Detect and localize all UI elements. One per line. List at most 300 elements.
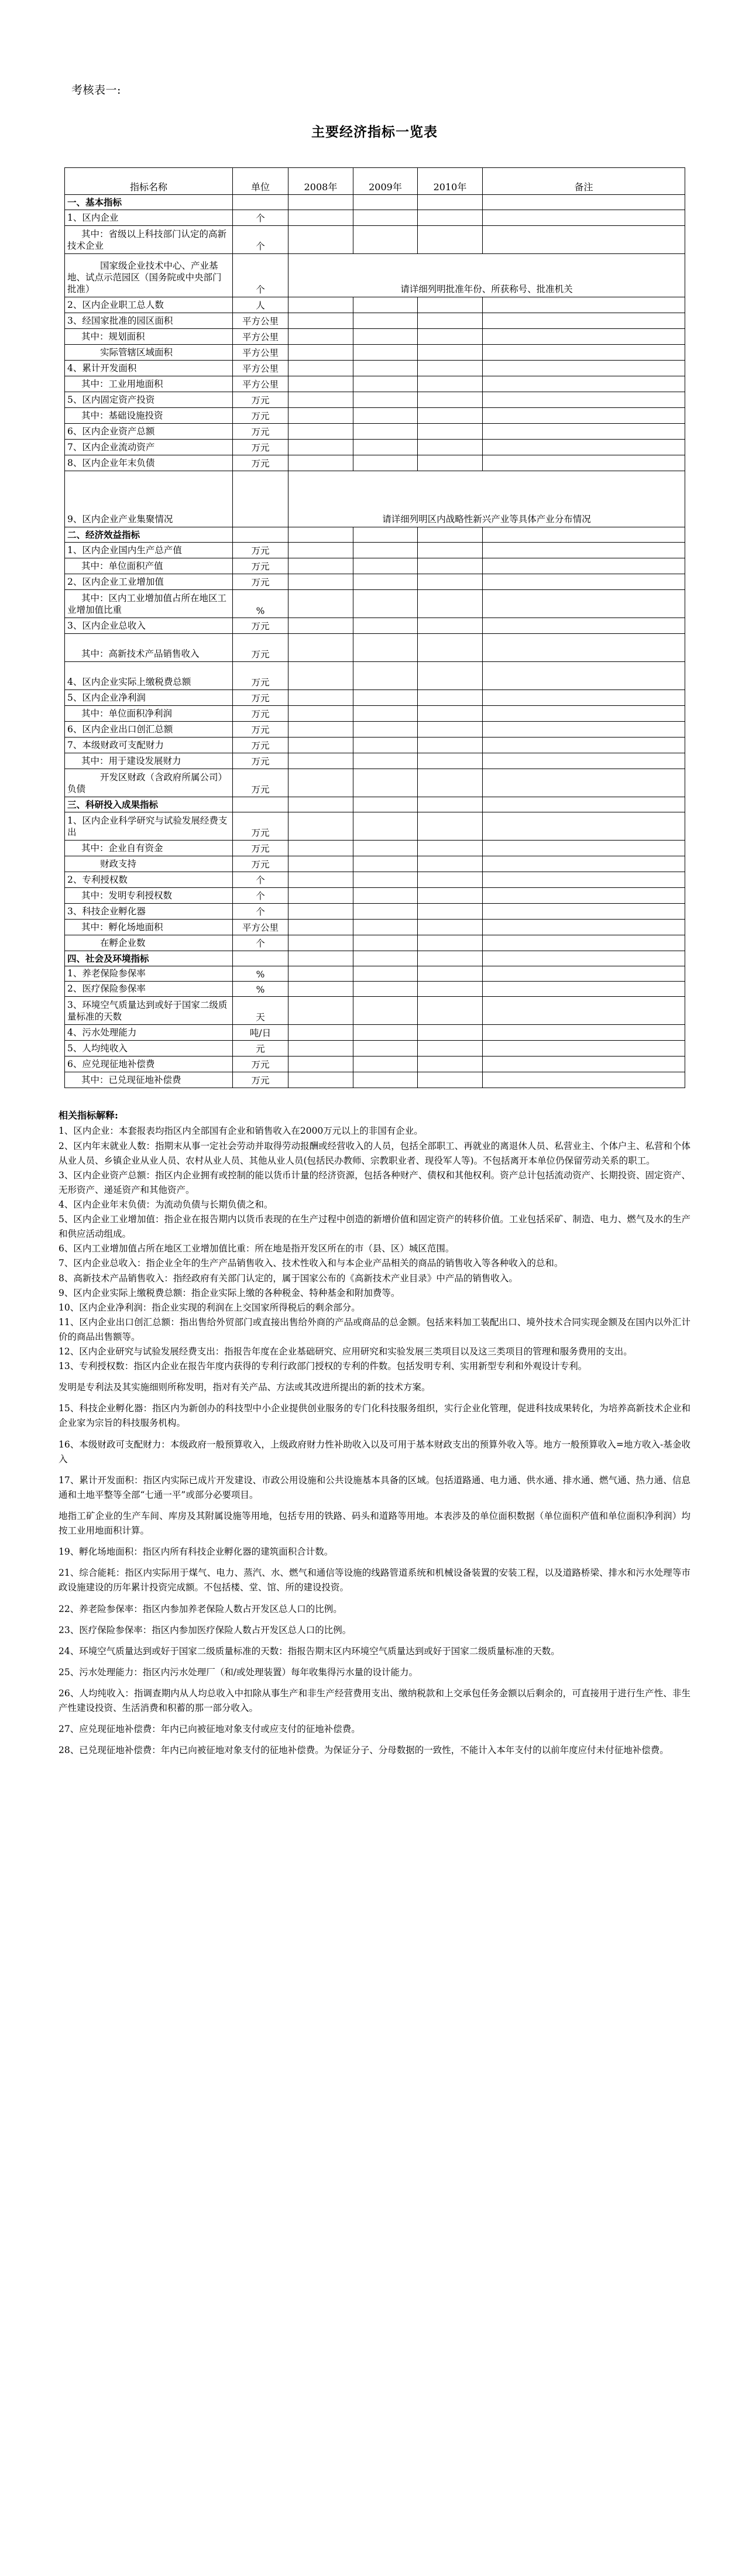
remark-cell[interactable] [483, 856, 685, 872]
table-row [65, 423, 685, 439]
note-item: 24、环境空气质量达到或好于国家二级质量标准的天数：指报告期末区内环境空气质量达到或好于国家二级质量标准的天数。 [59, 1645, 560, 1656]
value-year-2[interactable] [353, 1056, 418, 1072]
remark-cell[interactable] [483, 1040, 685, 1056]
value-year-1[interactable] [288, 542, 353, 558]
remark-cell[interactable] [483, 558, 685, 574]
value-year-1[interactable] [288, 951, 353, 966]
remark-cell[interactable] [483, 966, 685, 981]
remark-cell[interactable] [483, 225, 685, 253]
indicator-name: 实际管辖区域面积 [65, 344, 233, 360]
table-row [65, 225, 685, 253]
table-row [65, 737, 685, 753]
value-year-2[interactable] [353, 455, 418, 471]
value-year-3[interactable] [418, 574, 483, 589]
value-year-1[interactable] [288, 753, 353, 769]
indicator-name: 其中：规划面积 [65, 328, 233, 344]
value-year-2[interactable] [353, 527, 418, 542]
value-year-2[interactable] [353, 558, 418, 574]
value-year-2[interactable] [353, 951, 418, 966]
value-year-1[interactable] [288, 210, 353, 225]
remark-cell[interactable] [483, 392, 685, 407]
value-year-3[interactable] [418, 423, 483, 439]
value-year-3[interactable] [418, 376, 483, 392]
indicator-unit: 万元 [233, 721, 288, 737]
column-header-1: 单位 [233, 167, 288, 194]
remark-cell[interactable] [483, 737, 685, 753]
indicator-unit: 天 [233, 996, 288, 1024]
value-year-1[interactable] [288, 455, 353, 471]
table-row [65, 1072, 685, 1088]
value-year-1[interactable] [288, 737, 353, 753]
remark-cell[interactable] [483, 376, 685, 392]
value-year-1[interactable] [288, 618, 353, 633]
value-year-1[interactable] [288, 392, 353, 407]
indicator-name: 其中：省级以上科技部门认定的高新技术企业 [65, 225, 233, 253]
value-year-3[interactable] [418, 1056, 483, 1072]
value-year-3[interactable] [418, 558, 483, 574]
remark-cell[interactable] [483, 439, 685, 455]
value-year-2[interactable] [353, 856, 418, 872]
indicator-name: 其中：发明专利授权数 [65, 887, 233, 903]
value-year-2[interactable] [353, 439, 418, 455]
indicator-name: 6、应兑现征地补偿费 [65, 1056, 233, 1072]
value-year-1[interactable] [288, 194, 353, 210]
table-row [65, 797, 685, 812]
merged-note-cell: 请详细列明批准年份、所获称号、批准机关 [288, 253, 685, 297]
value-year-3[interactable] [418, 194, 483, 210]
value-year-3[interactable] [418, 996, 483, 1024]
indicator-name: 2、医疗保险参保率 [65, 981, 233, 996]
value-year-1[interactable] [288, 769, 353, 797]
value-year-1[interactable] [288, 558, 353, 574]
value-year-2[interactable] [353, 919, 418, 935]
indicator-unit: 元 [233, 1040, 288, 1056]
table-row [65, 769, 685, 797]
value-year-3[interactable] [418, 872, 483, 887]
value-year-1[interactable] [288, 797, 353, 812]
indicator-name: 1、区内企业国内生产总产值 [65, 542, 233, 558]
value-year-3[interactable] [418, 618, 483, 633]
indicator-name: 1、区内企业 [65, 210, 233, 225]
value-year-2[interactable] [353, 360, 418, 376]
indicator-unit: 个 [233, 872, 288, 887]
remark-cell[interactable] [483, 935, 685, 951]
indicator-unit: 平方公里 [233, 328, 288, 344]
indicator-unit: % [233, 981, 288, 996]
indicator-name: 3、环境空气质量达到或好于国家二级质量标准的天数 [65, 996, 233, 1024]
remark-cell[interactable] [483, 721, 685, 737]
remark-cell[interactable] [483, 951, 685, 966]
indicator-name: 其中：单位面积净利润 [65, 705, 233, 721]
note-item: 19、孵化场地面积：指区内所有科技企业孵化器的建筑面积合计数。 [59, 1546, 334, 1558]
value-year-2[interactable] [353, 1072, 418, 1088]
value-year-1[interactable] [288, 527, 353, 542]
value-year-3[interactable] [418, 344, 483, 360]
indicator-name: 其中：孵化场地面积 [65, 919, 233, 935]
indicator-name: 5、区内固定资产投资 [65, 392, 233, 407]
table-body [65, 167, 685, 1088]
value-year-1[interactable] [288, 574, 353, 589]
indicator-name: 8、区内企业年末负债 [65, 455, 233, 471]
note-item: 9、区内企业实际上缴税费总额：指企业实际上缴的各种税金、特种基金和附加费等。 [59, 1287, 400, 1298]
value-year-3[interactable] [418, 812, 483, 840]
indicator-name: 三、科研投入成果指标 [65, 797, 233, 812]
value-year-3[interactable] [418, 981, 483, 996]
remark-cell[interactable] [483, 360, 685, 376]
note-item: 22、养老险参保率：指区内参加养老保险人数占开发区总人口的比例。 [59, 1603, 342, 1614]
indicator-name: 9、区内企业产业集聚情况 [65, 471, 233, 527]
note-item: 28、已兑现征地补偿费：年内已向被征地对象支付的征地补偿费。为保证分子、分母数据的一致性，不能计入本年支付的以前年度应付未付征地补偿费。 [59, 1745, 669, 1756]
remark-cell[interactable] [483, 344, 685, 360]
indicator-unit: 万元 [233, 1072, 288, 1088]
value-year-1[interactable] [288, 903, 353, 919]
indicator-unit: % [233, 589, 288, 618]
indicator-name: 其中：已兑现征地补偿费 [65, 1072, 233, 1088]
remark-cell[interactable] [483, 812, 685, 840]
value-year-2[interactable] [353, 328, 418, 344]
remark-cell[interactable] [483, 328, 685, 344]
value-year-2[interactable] [353, 935, 418, 951]
indicator-name: 其中：工业用地面积 [65, 376, 233, 392]
indicator-unit: 平方公里 [233, 360, 288, 376]
remark-cell[interactable] [483, 542, 685, 558]
value-year-3[interactable] [418, 966, 483, 981]
note-item: 26、人均纯收入：指调查期内从人均总收入中扣除从事生产和非生产经营费用支出、缴纳税款和上交承包任务金额以后剩余的，可直接用于进行生产性、非生产性建设投资、生活消费和积蓄的那一部分收入。 [59, 1688, 690, 1714]
value-year-2[interactable] [353, 618, 418, 633]
value-year-3[interactable] [418, 313, 483, 328]
table-header-row [65, 167, 685, 194]
indicator-unit: 万元 [233, 856, 288, 872]
value-year-3[interactable] [418, 225, 483, 253]
value-year-2[interactable] [353, 840, 418, 856]
table-row [65, 690, 685, 705]
indicator-unit: 万元 [233, 618, 288, 633]
indicator-unit: 万元 [233, 840, 288, 856]
indicator-unit [233, 527, 288, 542]
remark-cell[interactable] [483, 919, 685, 935]
value-year-3[interactable] [418, 392, 483, 407]
value-year-2[interactable] [353, 1040, 418, 1056]
value-year-2[interactable] [353, 737, 418, 753]
value-year-2[interactable] [353, 542, 418, 558]
value-year-3[interactable] [418, 887, 483, 903]
value-year-3[interactable] [418, 455, 483, 471]
remark-cell[interactable] [483, 840, 685, 856]
indicator-unit: 万元 [233, 705, 288, 721]
value-year-2[interactable] [353, 721, 418, 737]
value-year-2[interactable] [353, 661, 418, 690]
value-year-2[interactable] [353, 194, 418, 210]
note-item: 25、污水处理能力：指区内污水处理厂（和/或处理装置）每年收集得污水量的设计能力。 [59, 1666, 418, 1678]
note-item: 2、区内年末就业人数：指期末从事一定社会劳动并取得劳动报酬或经营收入的人员，包括全部职工、再就业的离退休人员、私营业主、个体户主、私营和个体从业人员、乡镇企业从业人员、农村从业人员、其他从业人员(包括民办教师、宗教职业者、现役军人等)。不包括离开本单位仍保留劳动关系的职工。 [59, 1140, 690, 1166]
value-year-3[interactable] [418, 721, 483, 737]
value-year-1[interactable] [288, 981, 353, 996]
column-header-5: 备注 [483, 167, 685, 194]
value-year-3[interactable] [418, 407, 483, 423]
remark-cell[interactable] [483, 872, 685, 887]
indicator-unit: 万元 [233, 455, 288, 471]
note-item: 6、区内工业增加值占所在地区工业增加值比重：所在地是指开发区所在的市（县、区）城区范围。 [59, 1243, 455, 1254]
value-year-2[interactable] [353, 633, 418, 661]
value-year-1[interactable] [288, 966, 353, 981]
value-year-1[interactable] [288, 1024, 353, 1040]
indicator-name: 其中：基础设施投资 [65, 407, 233, 423]
value-year-3[interactable] [418, 840, 483, 856]
value-year-2[interactable] [353, 210, 418, 225]
remark-cell[interactable] [483, 423, 685, 439]
value-year-1[interactable] [288, 705, 353, 721]
remark-cell[interactable] [483, 313, 685, 328]
table-row [65, 558, 685, 574]
value-year-2[interactable] [353, 1024, 418, 1040]
table-row [65, 328, 685, 344]
merged-note-cell: 请详细列明区内战略性新兴产业等具体产业分布情况 [288, 471, 685, 527]
indicator-unit: 万元 [233, 574, 288, 589]
value-year-3[interactable] [418, 1040, 483, 1056]
table-row [65, 856, 685, 872]
value-year-2[interactable] [353, 344, 418, 360]
value-year-3[interactable] [418, 1024, 483, 1040]
remark-cell[interactable] [483, 574, 685, 589]
value-year-1[interactable] [288, 1040, 353, 1056]
value-year-2[interactable] [353, 690, 418, 705]
remark-cell[interactable] [483, 527, 685, 542]
indicator-name: 国家级企业技术中心、产业基地、试点示范园区（国务院或中央部门批准） [65, 253, 233, 297]
value-year-2[interactable] [353, 903, 418, 919]
note-item: 7、区内企业总收入：指企业全年的生产产品销售收入、技术性收入和与本企业产品相关的商品的销售收入等各种收入的总和。 [59, 1258, 564, 1269]
indicator-unit: 个 [233, 887, 288, 903]
value-year-2[interactable] [353, 812, 418, 840]
table-row [65, 360, 685, 376]
value-year-1[interactable] [288, 887, 353, 903]
remark-cell[interactable] [483, 1024, 685, 1040]
remark-cell[interactable] [483, 903, 685, 919]
value-year-1[interactable] [288, 344, 353, 360]
page-title: 主要经济指标一览表 [311, 124, 438, 140]
indicator-unit [233, 471, 288, 527]
table-row [65, 618, 685, 633]
value-year-3[interactable] [418, 633, 483, 661]
remark-cell[interactable] [483, 618, 685, 633]
remark-cell[interactable] [483, 1056, 685, 1072]
table-row [65, 210, 685, 225]
indicator-name: 在孵企业数 [65, 935, 233, 951]
note-item: 发明是专利法及其实施细则所称发明，指对有关产品、方法或其改进所提出的新的技术方案。 [59, 1382, 431, 1393]
value-year-1[interactable] [288, 328, 353, 344]
value-year-1[interactable] [288, 439, 353, 455]
indicator-unit: 平方公里 [233, 313, 288, 328]
indicator-unit: 万元 [233, 753, 288, 769]
value-year-3[interactable] [418, 935, 483, 951]
remark-cell[interactable] [483, 996, 685, 1024]
indicator-name: 2、区内企业工业增加值 [65, 574, 233, 589]
value-year-3[interactable] [418, 690, 483, 705]
value-year-1[interactable] [288, 313, 353, 328]
value-year-1[interactable] [288, 376, 353, 392]
value-year-2[interactable] [353, 996, 418, 1024]
indicator-name: 开发区财政（含政府所属公司）负债 [65, 769, 233, 797]
value-year-1[interactable] [288, 423, 353, 439]
remark-cell[interactable] [483, 705, 685, 721]
table-row [65, 407, 685, 423]
indicator-name: 二、经济效益指标 [65, 527, 233, 542]
note-item: 17、累计开发面积：指区内实际已成片开发建设、市政公用设施和公共设施基本具备的区域。包括道路通、电力通、供水通、排水通、燃气通、热力通、信息通和土地平整等全部“七通一平”或部分必要项目。 [59, 1474, 690, 1500]
remark-cell[interactable] [483, 981, 685, 996]
value-year-2[interactable] [353, 313, 418, 328]
indicator-unit: 平方公里 [233, 919, 288, 935]
column-header-2: 2008年 [288, 167, 353, 194]
value-year-3[interactable] [418, 737, 483, 753]
value-year-1[interactable] [288, 661, 353, 690]
notes-title: 相关指标解释: [59, 1109, 118, 1121]
remark-cell[interactable] [483, 210, 685, 225]
table-row [65, 313, 685, 328]
value-year-1[interactable] [288, 935, 353, 951]
value-year-2[interactable] [353, 589, 418, 618]
value-year-3[interactable] [418, 210, 483, 225]
value-year-2[interactable] [353, 769, 418, 797]
value-year-3[interactable] [418, 705, 483, 721]
remark-cell[interactable] [483, 407, 685, 423]
note-item: 10、区内企业净利润：指企业实现的利润在上交国家所得税后的剩余部分。 [59, 1302, 360, 1313]
indicator-unit: 万元 [233, 392, 288, 407]
table-row [65, 887, 685, 903]
value-year-2[interactable] [353, 392, 418, 407]
remark-cell[interactable] [483, 661, 685, 690]
value-year-3[interactable] [418, 527, 483, 542]
value-year-1[interactable] [288, 589, 353, 618]
remark-cell[interactable] [483, 769, 685, 797]
value-year-2[interactable] [353, 376, 418, 392]
value-year-2[interactable] [353, 423, 418, 439]
remark-cell[interactable] [483, 753, 685, 769]
indicator-unit: 万元 [233, 439, 288, 455]
value-year-2[interactable] [353, 981, 418, 996]
value-year-3[interactable] [418, 769, 483, 797]
indicator-unit: 人 [233, 297, 288, 313]
note-item: 27、应兑现征地补偿费：年内已向被征地对象支付或应支付的征地补偿费。 [59, 1724, 360, 1735]
table-row [65, 966, 685, 981]
table-row [65, 439, 685, 455]
indicator-name: 其中：单位面积产值 [65, 558, 233, 574]
table-row [65, 392, 685, 407]
indicator-name: 4、区内企业实际上缴税费总额 [65, 661, 233, 690]
value-year-1[interactable] [288, 872, 353, 887]
value-year-3[interactable] [418, 328, 483, 344]
remark-cell[interactable] [483, 194, 685, 210]
table-row [65, 1056, 685, 1072]
value-year-1[interactable] [288, 297, 353, 313]
value-year-3[interactable] [418, 797, 483, 812]
value-year-3[interactable] [418, 919, 483, 935]
value-year-1[interactable] [288, 1072, 353, 1088]
value-year-2[interactable] [353, 753, 418, 769]
remark-cell[interactable] [483, 297, 685, 313]
table-row [65, 872, 685, 887]
value-year-3[interactable] [418, 753, 483, 769]
value-year-1[interactable] [288, 996, 353, 1024]
value-year-2[interactable] [353, 705, 418, 721]
indicator-name: 财政支持 [65, 856, 233, 872]
indicator-unit: 个 [233, 935, 288, 951]
table-row [65, 344, 685, 360]
value-year-1[interactable] [288, 633, 353, 661]
remark-cell[interactable] [483, 633, 685, 661]
value-year-2[interactable] [353, 872, 418, 887]
value-year-1[interactable] [288, 690, 353, 705]
value-year-3[interactable] [418, 297, 483, 313]
table-row [65, 542, 685, 558]
remark-cell[interactable] [483, 887, 685, 903]
value-year-3[interactable] [418, 903, 483, 919]
value-year-3[interactable] [418, 439, 483, 455]
value-year-1[interactable] [288, 721, 353, 737]
remark-cell[interactable] [483, 690, 685, 705]
value-year-3[interactable] [418, 360, 483, 376]
remark-cell[interactable] [483, 455, 685, 471]
value-year-2[interactable] [353, 297, 418, 313]
value-year-1[interactable] [288, 856, 353, 872]
table-row [65, 919, 685, 935]
value-year-3[interactable] [418, 1072, 483, 1088]
value-year-2[interactable] [353, 797, 418, 812]
value-year-3[interactable] [418, 951, 483, 966]
value-year-2[interactable] [353, 966, 418, 981]
value-year-2[interactable] [353, 225, 418, 253]
value-year-1[interactable] [288, 407, 353, 423]
indicator-unit: 万元 [233, 558, 288, 574]
value-year-3[interactable] [418, 589, 483, 618]
note-item: 13、专利授权数：指区内企业在报告年度内获得的专利行政部门授权的专利的件数。包括发明专利、实用新型专利和外观设计专利。 [59, 1361, 587, 1372]
indicator-name: 1、区内企业科学研究与试验发展经费支出 [65, 812, 233, 840]
indicator-unit: % [233, 966, 288, 981]
note-item: 21、综合能耗：指区内实际用于煤气、电力、蒸汽、水、燃气和通信等设施的线路管道系统和机械设备装置的安装工程，以及道路桥梁、排水和污水处理等市政设施建设的历年累计投资完成额。不包括楼、堂、馆、所的建设投资。 [59, 1567, 690, 1593]
value-year-2[interactable] [353, 887, 418, 903]
value-year-1[interactable] [288, 919, 353, 935]
value-year-1[interactable] [288, 812, 353, 840]
value-year-1[interactable] [288, 225, 353, 253]
table-row [65, 951, 685, 966]
table-row [65, 935, 685, 951]
table-row [65, 996, 685, 1024]
remark-cell[interactable] [483, 797, 685, 812]
top-spacer [59, 0, 690, 82]
indicator-name: 四、社会及环境指标 [65, 951, 233, 966]
table-row [65, 455, 685, 471]
indicator-unit: 万元 [233, 423, 288, 439]
note-item: 3、区内企业资产总额：指区内企业拥有或控制的能以货币计量的经济资源，包括各种财产、债权和其他权利。资产总计包括流动资产、长期投资、固定资产、无形资产、递延资产和其他资产。 [59, 1169, 690, 1195]
indicators-table-wrap [64, 167, 685, 1088]
remark-cell[interactable] [483, 1072, 685, 1088]
value-year-3[interactable] [418, 856, 483, 872]
value-year-1[interactable] [288, 1056, 353, 1072]
remark-cell[interactable] [483, 589, 685, 618]
indicator-unit: 万元 [233, 812, 288, 840]
value-year-3[interactable] [418, 661, 483, 690]
value-year-3[interactable] [418, 542, 483, 558]
indicator-name: 5、区内企业净利润 [65, 690, 233, 705]
value-year-2[interactable] [353, 574, 418, 589]
indicator-unit: 万元 [233, 661, 288, 690]
indicator-name: 其中：高新技术产品销售收入 [65, 633, 233, 661]
indicator-unit [233, 194, 288, 210]
indicator-name: 5、人均纯收入 [65, 1040, 233, 1056]
value-year-1[interactable] [288, 840, 353, 856]
indicator-unit [233, 797, 288, 812]
value-year-2[interactable] [353, 407, 418, 423]
value-year-1[interactable] [288, 360, 353, 376]
indicator-unit: 万元 [233, 769, 288, 797]
